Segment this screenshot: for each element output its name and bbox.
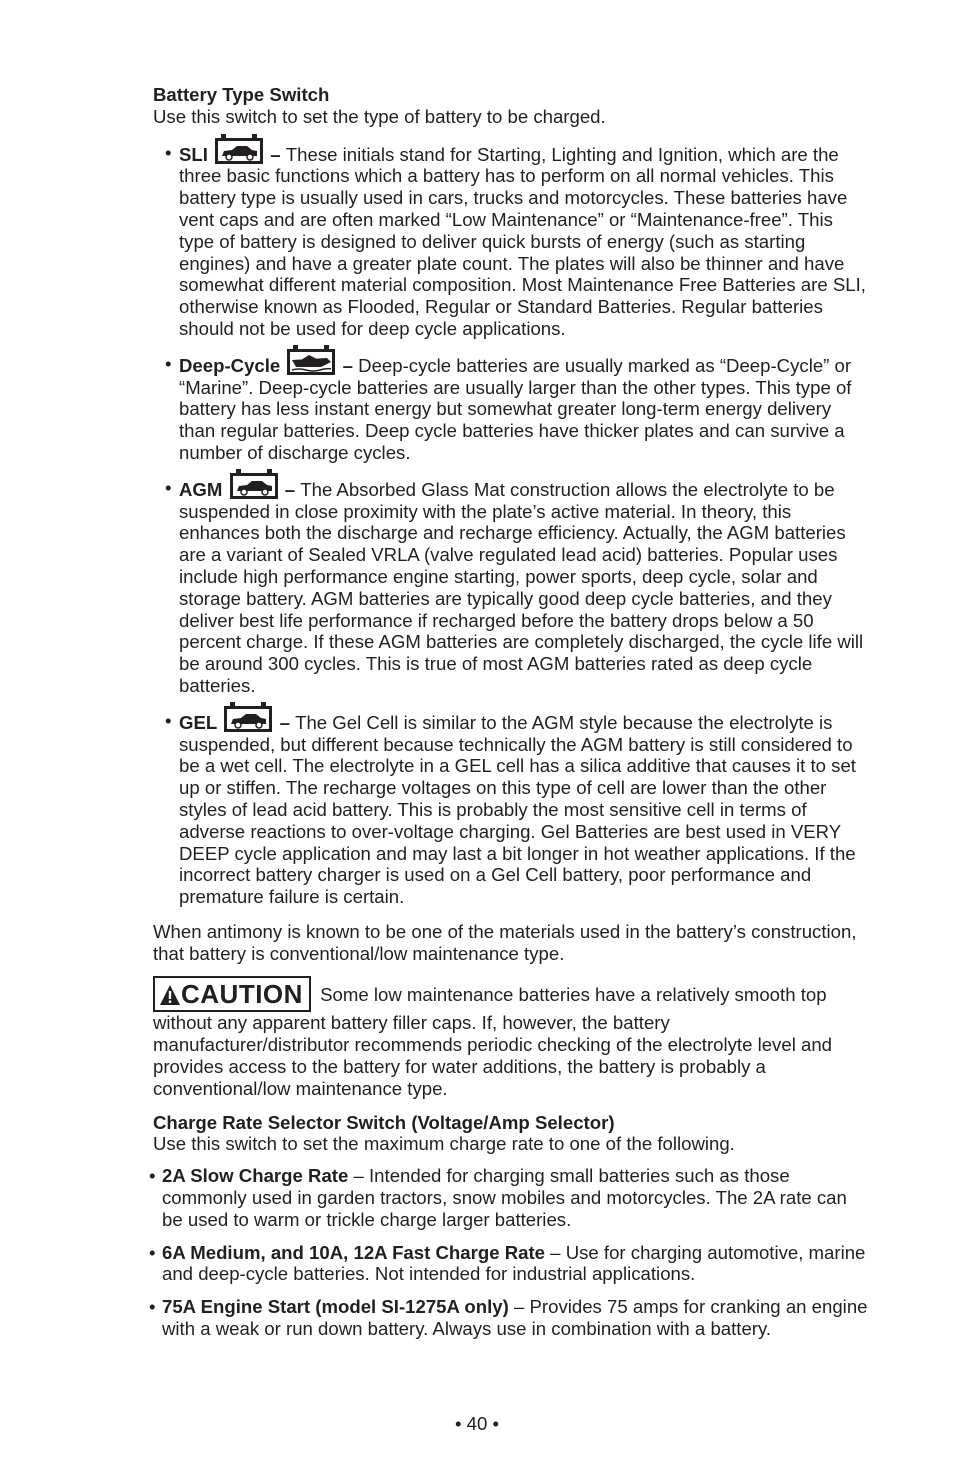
battery-type-section (153, 84, 871, 964)
term-6a-10a-12a: 6A Medium, and 10A, 12A Fast Charge Rate (162, 1241, 545, 1263)
charge-rate-list (153, 1165, 871, 1340)
term-agm: AGM (179, 478, 223, 500)
charge-rate-intro: Use this switch to set the maximum charge rate to one of the following. (153, 1133, 735, 1155)
manual-page (153, 84, 871, 1352)
dash: – (508, 1296, 530, 1318)
warning-triangle-icon (159, 981, 181, 1013)
charge-rate-2a (162, 1165, 871, 1230)
antimony-paragraph: When antimony is known to be one of the materials used in the battery’s construction, that battery is conventional/low maintenance type. (153, 920, 857, 964)
term-75a: 75A Engine Start (model SI-1275A only) (162, 1296, 509, 1318)
rate-75a-description: Provides 75 amps for cranking an engine with a weak or run down battery. Always use in combination with a battery. (162, 1296, 868, 1340)
agm-description: The Absorbed Glass Mat construction allows the electrolyte to be suspended in close proximity with the plate’s active material. In theory, this enhances both the discharge and recharge efficiency. Actually, the AGM batteries are a variant of Sealed VRLA (valve regulated lead acid) batteries. Popular uses include high performance engine starting, power sports, deep cycle, solar and storage battery. AGM batteries are typically good deep cycle batteries, and they deliver best life performance if recharged before the battery drops below a 50 percent charge. If these AGM batteries are completely discharged, the cycle life will be around 300 cycles. This is true of most AGM batteries rated as deep cycle batteries. (179, 478, 864, 696)
dash: – (545, 1241, 566, 1263)
battery-type-list (153, 142, 871, 908)
charge-rate-75a (162, 1296, 871, 1340)
car-battery-icon (215, 142, 263, 164)
term-gel: GEL (179, 711, 218, 733)
battery-type-heading: Battery Type Switch (153, 84, 330, 105)
term-2a: 2A Slow Charge Rate (162, 1165, 349, 1187)
gel-description: The Gel Cell is similar to the AGM style because the electrolyte is suspended, but different because technically the AGM battery is still considered to be a wet cell. The electrolyte in a GEL cell has a silica additive that causes it to set up or stiffen. The recharge voltages on this type of cell are lower than the other styles of lead acid battery. This is probably the most sensitive cell in terms of adverse reactions to over-voltage charging. Gel Batteries are best used in VERY DEEP cycle application and may last a bit longer in hot weather applications. If the incorrect battery charger is used on a Gel Cell battery, poor performance and premature failure is certain. (179, 711, 856, 908)
sli-description: These initials stand for Starting, Lighting and Ignition, which are the three basic functions which a battery has to perform on all normal vehicles. This battery type is usually used in cars, trucks and motorcycles. These batteries have vent caps and are often marked “Low Maintenance” or “Maintenance-free”. This type of battery is designed to deliver quick bursts of energy (such as starting engines) and have a greater plate count. The plates will also be thinner and have somewhat different material composition. Most Maintenance Free Batteries are SLI, otherwise known as Flooded, Regular or Standard Batteries. Regular batteries should not be used for deep cycle applications. (179, 143, 866, 339)
rate-6a-description: Use for charging automotive, marine and deep-cycle batteries. Not intended for industrial applications. (162, 1241, 866, 1285)
dash: – (348, 1165, 370, 1187)
dash: – (279, 478, 301, 500)
battery-type-agm (179, 477, 871, 697)
rate-2a-description: Intended for charging small batteries such as those commonly used in garden tractors, snow mobiles and motorcycles. The 2A rate can be used to warm or trickle charge larger batteries. (162, 1165, 847, 1230)
charge-rate-heading: Charge Rate Selector Switch (Voltage/Amp Selector) (153, 1111, 615, 1133)
dash: – (274, 711, 296, 733)
battery-type-gel (179, 710, 871, 908)
battery-type-sli (179, 142, 871, 340)
caution-text: Some low maintenance batteries have a relatively smooth top without any apparent battery filler caps. If, however, the battery manufacturer/distributor recommends periodic checking of the electrolyte level and provides access to the battery for water additions, the battery is probably a conventional/low maintenance type. (153, 984, 833, 1099)
caution-label: CAUTION (181, 979, 303, 1010)
battery-type-intro: Use this switch to set the type of battery to be charged. (153, 105, 606, 127)
page-number: • 40 • (454, 1413, 500, 1434)
caution-section (153, 976, 871, 1099)
dash: – (265, 143, 286, 165)
car-battery-icon (230, 477, 278, 499)
term-sli: SLI (179, 143, 208, 165)
term-deep-cycle: Deep-Cycle (179, 354, 281, 376)
boat-battery-icon (287, 353, 335, 375)
car-battery-icon (224, 710, 272, 732)
deep-cycle-description: Deep-cycle batteries are usually marked as “Deep-Cycle” or “Marine”. Deep-cycle batteries are usually larger than the other types. This type of battery has less instant energy but somewhat greater long-term energy delivery than regular batteries. Deep cycle batteries have thicker plates and can survive a number of discharge cycles. (179, 354, 852, 463)
caution-label-box (153, 976, 311, 1012)
battery-type-deep-cycle (179, 353, 871, 464)
charge-rate-6a-10a-12a (162, 1242, 871, 1286)
dash: – (337, 354, 359, 376)
charge-rate-section (153, 1112, 871, 1340)
